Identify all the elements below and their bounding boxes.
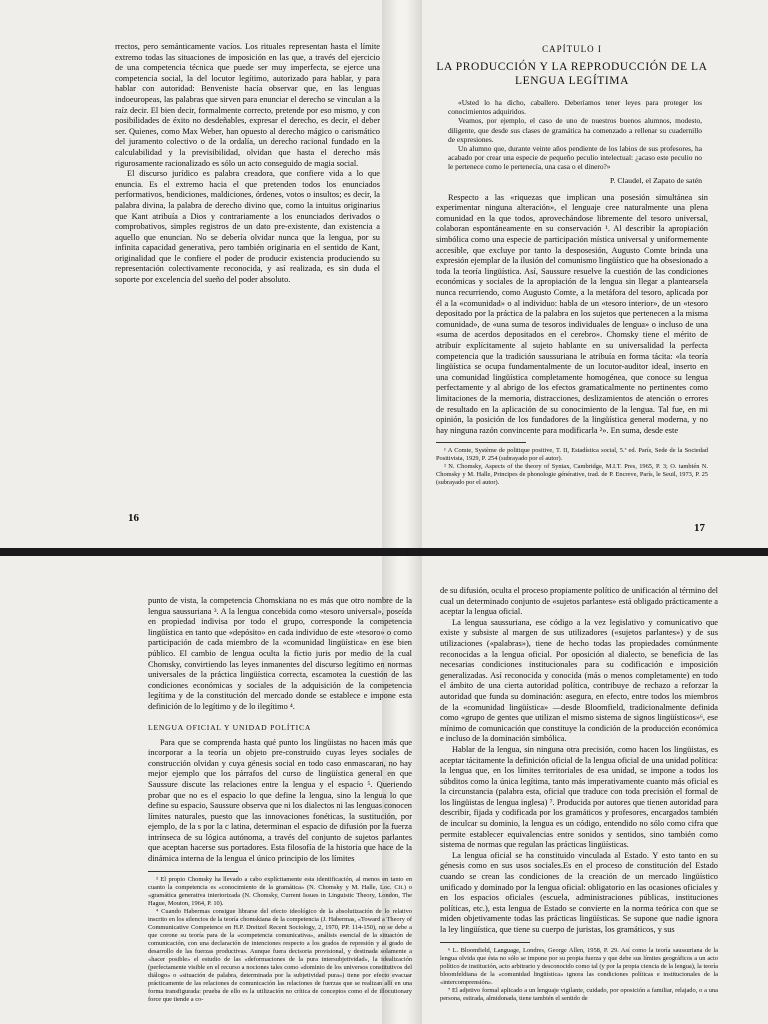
paragraph: Respecto a las «riquezas que implican una posesión simultánea sin experimentar ninguna alteración», el lenguaje cree naturalmente una plena comunidad en la que todos, aprovechándose libremente del tesoro universal, colaboran espontáneamente en su conservación ¹. Al describir la apropiación simbólica como una especie de participación mística universal y uniformemente accesible, que excluye por tanto la desposesión, Augusto Comte brinda una expresión ejemplar de la ilusión del comunismo lingüístico que ha obsesionado a toda la teoría lingüística. Así, Saussure resuelve la cuestión de las condiciones económicas y sociales de la apropiación de la lengua sin llegar a plantearsela nunca recurriendo, como Augusto Comte, a la metáfora del tesoro, aplicada por él a la «comunidad» o al individuo: habla de un «tesoro interior», de un «tesoro depositado por la práctica de la palabra en los sujetos que pertenecen a la misma comunidad», de «una suma de tesoros individuales de lengua» o incluso de una «suma de acerdos depositados en el cerebro». Chomsky tiene el mérito de atribuir explícitamente al sujeto hablante en su universalidad la perfecta competencia que la tradición saussuriana le atribuía en forma tácita: «la teoría lingüística se ocupa fundamentalmente de un locutor-auditor ideal, inserto en una comunidad lingüística completamente homogénea, que conoce su lengua perfectamente y al abrigo de los efectos gramaticalmente no pertinentes como limitaciones de la memoria, distracciones, deslizamientos de atención o errores de resultado en la aplicación de su conocimiento de la lengua. Tal fue, en mi opinión, la posición de los fundadores de la lingüística general moderna, y no hay ninguna razón convincente para modificarla ²». En suma, desde este — [436, 192, 708, 435]
book-gutter — [382, 0, 422, 548]
page-19-text — [440, 586, 718, 936]
page-18 — [148, 596, 412, 1024]
epigraph — [448, 98, 702, 172]
paragraph: rrectos, pero semánticamente vacíos. Los rituales representan hasta el límite extremo todas las situaciones de imposición en las que, a través del ejercicio de una competencia técnica que puede ser muy imperfecta, se ejerce una competencia social, la del locutor legítimo, autorizado para hablar, y para hablar con autoridad: Benveniste hacía observar que, en las lenguas indoeuropeas, las palabras que sirven para enunciar el derecho se vinculan a la raíz decir. El bien decir, formalmente correcto, pretende por eso mismo, y con posibilidades de éxito no desdeñables, expresar el derecho, es decir, el deber ser. Quienes, como Max Weber, han opuesto al derecho mágico o carismático del juramento colectivo o de la ordalía, un derecho racional fundado en la calculabilidad y la previsibilidad, olvidan que hasta el derecho más rigurosamente racionalizado es sólo un acto conseguido de magia social. — [115, 42, 380, 168]
epigraph-line: Un alumno que, durante veinte años pendiente de los labios de sus profesores, ha acabado por crear una especie de pequeño peculio intelectual: ¿acaso este peculio no le pertenece como le pertenecía, una casa o el dinero?» — [448, 144, 702, 172]
page-19 — [440, 586, 718, 1024]
bottom-spread — [0, 556, 768, 1024]
footnote: ² N. Chomsky, Aspects of the theory of Syntax, Cambridge, M.I.T. Pres, 1965, P. 3; O. también N. Chomsky y M. Halle, Principes de phonologie générative, trad. de P. Encreve, París, le Seuil, 1973, P. 25 (subrayado por el autor). — [436, 463, 708, 487]
paragraph: La lengua saussuriana, ese código a la vez legislativo y comunicativo que existe y subsiste al margen de sus utilizadores («sujetos parlantes») y de sus utilizaciones («palabras»), tiene de hecho todas las propiedades comúnmente reconocidas a la lengua oficial. Por oposición al dialecto, se beneficia de las necesarias condiciones institucionales para su codificación e imposición generalizadas. Así reconocida y conocida (más o menos completamente) en todo el ámbito de una cierta autoridad política, contribuye de rechazo a reforzar la autoridad que funda su dominación: asegura, en efecto, entre todos los miembros de la «comunidad lingüística» —desde Bloomfield, tradicionalmente definida como «grupo de gentes que utilizan el mismo sistema de signos lingüísticos»⁶, ese mínimo de comunicación que constituye la condición de la producción económica e incluso de la dominación simbólica. — [440, 617, 718, 744]
section-title: LENGUA OFICIAL Y UNIDAD POLÍTICA — [148, 722, 312, 732]
footnote: ¹ A Comte, Système de politique positive, T. II, Estadística social, 5.ª ed. París, Sede de la Sociedad Positivista, 1929, P. 254 (subrayado por el autor). — [436, 447, 708, 463]
footnote: ³ El propio Chomsky ha llevado a cabo explícitamente esta identificación, al menos en tanto en cuanto la competencia es «conocimiento de la gramática» (N. Chomsky y M. Halle, Loc. Cit.) o «gramática generativa interiorizada (N. Chomsky, Current Issues in Linguistic Theory, London, The Hague, Mouton, 1964, P. 10). — [148, 875, 412, 907]
paragraph: punto de vista, la competencia Chomskiana no es más que otro nombre de la lengua saussuriana ³. A la lengua concebida como «tesoro universal», poseída en propiedad indivisa por todo el grupo, corresponde la competencia lingüística en tanto que «depósito» en cada individuo de este «tesoro» o como participación de cada miembro de la «comunidad lingüística» en ese bien público. El cambio de lengua oculta la fictio juris por medio de la cual Chomsky, convirtiendo las leyes inmanentes del discurso legítimo en normas universales de la práctica lingüística correcta, escamotea la cuestión de las condiciones económicas y sociales de la adquisición de la competencia legítima y de la constitución del mercado donde se establece e impone esta definición de lo legítimo y de lo ilegítimo ⁴. — [148, 596, 412, 711]
paragraph: La lengua oficial se ha constituido vinculada al Estado. Y esto tanto en su génesis como en sus usos sociales.Es en el proceso de constitución del Estado cuando se crean las condiciones de la creación de un mercado lingüístico unificado y dominado por la lengua oficial: obligatorio en las ocasiones oficiales y en los espacios oficiales (escuela, administraciones públicas, instituciones políticas, etc.), esta lengua de Estado se convierte en la norma teórica con que se miden objetivamente todas las prácticas lingüísticas. Se supone que nadie ignora la ley lingüística, que tiene su cuerpo de juristas, los gramáticos, y sus — [440, 850, 718, 934]
page-number: 17 — [694, 522, 705, 534]
footnote: ⁷ El adjetivo formal aplicado a un lenguaje vigilante, cuidado, por oposición a familiar, relajado, o a una persona, estirada, almidonada, tiene también el sentido de — [440, 986, 718, 1002]
chapter-title: LA PRODUCCIÓN Y LA REPRODUCCIÓN DE LA LENGUA LEGÍTIMA — [436, 61, 708, 87]
paragraph: Para que se comprenda hasta qué punto los lingüistas no hacen más que incorporar a la teoría un objeto pre-construido cuyas leyes sociales de construcción olvidan y cuya génesis social en todo caso enmascaran, no hay mejor ejemplo que los párrafos del curso de lingüística general en que Saussure discute las relaciones entre la lengua y el espacio ⁵. Queriendo probar que no es el espacio lo que define la lengua, sino la lengua lo que define su espacio, Saussure observa que ni los dialectos ni las lenguas conocen límites naturales, puesto que las innovaciones fonéticas, la sustitución, por ejemplo, de la s por la c latina, determinan el espacio de difusión por la fuerza intrínseca de su lógica autónoma, a través del conjunto de sujetos parlantes que aceptan hacerse sus portadores. Esta filosofía de la historia que hace de la dinámica interna de la lengua el único principio de los límites — [148, 737, 412, 864]
chapter-label: CAPÍTULO I — [542, 44, 602, 54]
paragraph: de su difusión, oculta el proceso propiamente político de unificación al término del cual un determinado conjunto de «sujetos parlantes» está obligado prácticamente a aceptar la lengua oficial. — [440, 586, 718, 617]
footnotes — [148, 876, 412, 1004]
section-text — [148, 738, 412, 865]
paragraph: El discurso jurídico es palabra creadora, que confiere vida a lo que enuncia. Es el extremo hacia el que pretenden todos los enunciados performativos, bendiciones, maldiciones, órdenes, votos o insultos; es decir, la palabra divina, la palabra de derecho divino que, como la intuitus originarius que Kant atribuía a Dios y contrariamente a los enunciados derivados o comprobativos, simples registros de un dato pre-existente, dan existencia a aquello que enuncian. No se debería olvidar nunca que la lengua, por su infinita capacidad generativa, pero también originaria en el sentido de Kant, originalidad que le confiere el poder de producir existencia produciendo su representación colectivamente reconocida, y así realizada, es sin duda el soporte por excelencia del sueño del poder absoluto. — [115, 169, 380, 285]
paragraph: Hablar de la lengua, sin ninguna otra precisión, como hacen los lingüistas, es aceptar tácitamente la definición oficial de la lengua oficial de una unidad política: la lengua que, en los límites territoriales de esa unidad, se impone a todos los súbditos como la única legítima, tanto más imperativamente cuanto más oficial es la circunstancia (palabra esta, oficial que traduce con toda precisión el formal de los lingüistas de lengua inglesa) ⁷. Producida por autores que tienen autoridad para describir, fijada y codificada por los gramáticos y profesores, encargados también de inculcar su dominio, la lengua es un código, entendido no sólo como cifra que permite establecer equivalencias entre sonidos y sentidos, sino también como sistema de normas que regulan las prácticas lingüísticas. — [440, 744, 718, 850]
footnote: ⁶ L. Bloomfield, Language, Londres, George Allen, 1958, P. 29. Así como la teoría saussuriana de la lengua olvida que ésta no sólo se impone por su propia fuerza y que debe sus límites geográficos a un acto político de institución, acto arbitrario y desconocido como tal (y por la propia ciencia de la lengua), la teoría bloomfeldiana de la «comunidad lingüística» ignora las condiciones políticas e institucionales de la «intercomprensión». — [440, 946, 718, 986]
page-18-text — [148, 596, 412, 713]
page-16 — [115, 42, 380, 512]
page-number: 16 — [128, 512, 139, 524]
epigraph-line: Veamos, por ejemplo, el caso de uno de nuestros buenos alumnos, modesto, diligente, que desde sus clases de gramática ha comenzado a rellenar su cuadernillo de expresiones. — [448, 116, 702, 144]
footnotes — [440, 947, 718, 1003]
page-17-text — [436, 193, 708, 437]
footnote-rule — [436, 442, 526, 443]
footnote: ⁴ Cuando Habermas consigue librarse del efecto ideológico de la absolutización de lo relativo inscrito en los silencios de la teoría chomskiana de la competencia (J. Habermas, «Toward a Theory of Communicative Competence en H.P. Dreitzel Recent Sociology, 2, 1970, PP. 114-150), no se debe a que corone su teoría para de la «competencia comunicativa», análisis esencial de la situación de comunicación, con una declaración de intenciones respecto a los grados de represión y al grado de desarrollo de las fuerzas productivas. Aunque fuera decisoria provisional, y destinada solamente a «hacer posible» el estudio de las «deformaciones de la pura intersubjetividad», la idealización (perfectamente visible en el recurso a nociones tales como «dominio de los universos constitutivos del diálogo» o «situación de palabra, determinada por la subjetividad pura») tiene por efecto evacuar prácticamente de las relaciones de comunicación las relaciones de fuerzas que se realizan allí en una forma transfigurada: prueba de ello es la utilización no crítica de conceptos como el de illocutionary force que tiende a co- — [148, 907, 412, 1003]
page-16-text — [115, 42, 380, 286]
footnote-rule — [440, 942, 530, 943]
epigraph-attribution: P. Claudel, el Zapato de satén — [609, 175, 702, 185]
epigraph-line: «Usted lo ha dicho, caballero. Deberíamos tener leyes para proteger los conocimientos adquiridos. — [448, 98, 702, 117]
footnote-rule — [148, 871, 238, 872]
footnotes — [436, 447, 708, 487]
page-17 — [436, 44, 708, 534]
